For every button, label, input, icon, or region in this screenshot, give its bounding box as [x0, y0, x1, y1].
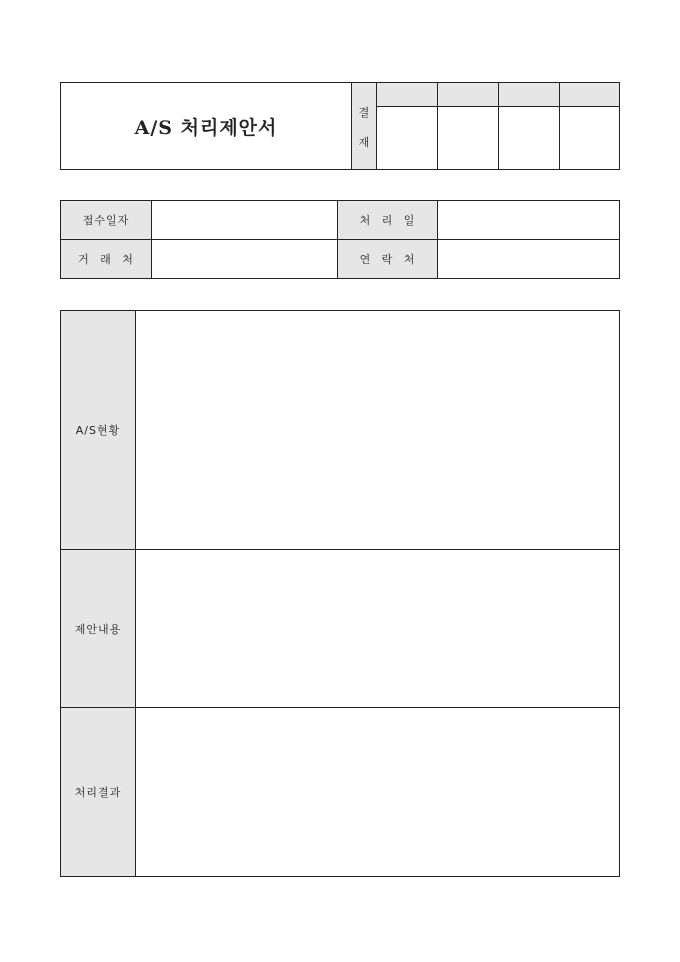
- proposal-content-area[interactable]: [135, 549, 620, 708]
- client-label: 거 래 처: [60, 239, 152, 279]
- approval-label-bottom: 재: [358, 136, 370, 149]
- contact-label: 연 락 처: [337, 239, 438, 279]
- approval-box-header-4: [559, 82, 620, 107]
- approval-label-top: 결: [358, 106, 370, 119]
- received-date-field[interactable]: [151, 200, 338, 240]
- approval-signature-box-3[interactable]: [498, 106, 560, 170]
- proposal-label: 제안내용: [60, 549, 136, 708]
- approval-signature-box-4[interactable]: [559, 106, 620, 170]
- processed-date-label: 처 리 일: [337, 200, 438, 240]
- status-content-area[interactable]: [135, 310, 620, 550]
- client-field[interactable]: [151, 239, 338, 279]
- document-title: A/S 처리제안서: [60, 82, 352, 170]
- received-date-label: 접수일자: [60, 200, 152, 240]
- approval-box-header-1: [376, 82, 438, 107]
- result-content-area[interactable]: [135, 707, 620, 877]
- approval-label: [351, 82, 377, 170]
- approval-signature-box-2[interactable]: [437, 106, 499, 170]
- approval-box-header-2: [437, 82, 499, 107]
- approval-box-header-3: [498, 82, 560, 107]
- result-label: 처리결과: [60, 707, 136, 877]
- approval-signature-box-1[interactable]: [376, 106, 438, 170]
- processed-date-field[interactable]: [437, 200, 620, 240]
- contact-field[interactable]: [437, 239, 620, 279]
- status-label: A/S현황: [60, 310, 136, 550]
